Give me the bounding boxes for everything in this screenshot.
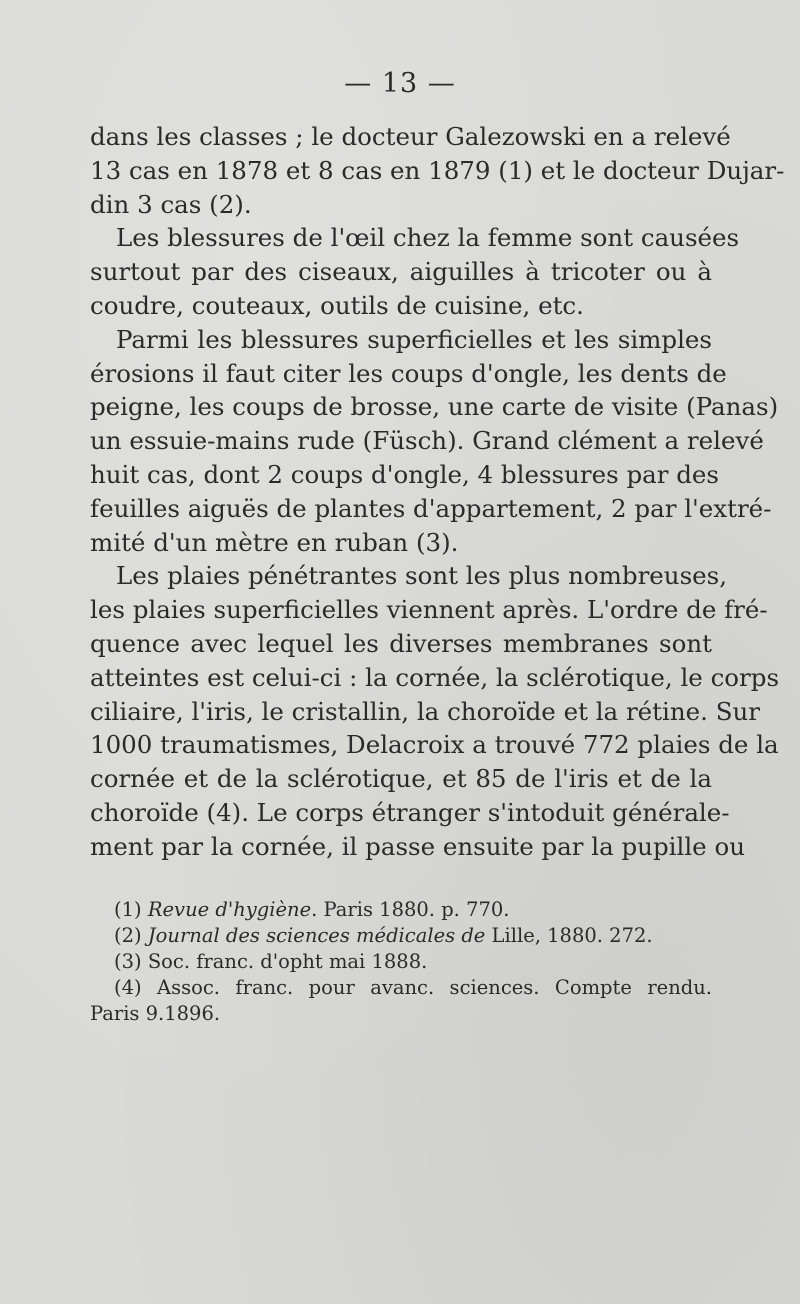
footnote-3: (3) Soc. franc. d'opht mai 1888. — [114, 950, 428, 973]
text-line: un essuie-mains rude (Füsch). Grand clément a relevé — [90, 426, 764, 456]
footnote-mark: (1) — [114, 898, 148, 921]
text-line: din 3 cas (2). — [90, 189, 252, 219]
text-line: quence avec lequel les diverses membranes sont — [90, 628, 712, 658]
text-line: Les plaies pénétrantes sont les plus nombreuses, — [116, 561, 728, 591]
text-line: coudre, couteaux, outils de cuisine, etc. — [90, 290, 584, 320]
text-line: 1000 traumatismes, Delacroix a trouvé 772 plaies de la — [90, 730, 779, 760]
text-line: feuilles aiguës de plantes d'appartement, 2 par l'extré- — [90, 493, 772, 523]
footnote-title: Revue d'hygiène — [147, 898, 312, 921]
text-line: huit cas, dont 2 coups d'ongle, 4 blessures par des — [90, 459, 719, 489]
text-line: choroïde (4). Le corps étranger s'intoduit générale- — [90, 797, 730, 827]
text-line: Parmi les blessures superficielles et les simples — [116, 324, 712, 354]
footnote-4-continued: Paris 9.1896. — [90, 1002, 221, 1025]
text-line: les plaies superficielles viennent après. L'ordre de fré- — [90, 595, 768, 625]
text-line: surtout par des ciseaux, aiguilles à tricoter ou à — [90, 257, 712, 287]
footnote-1 — [90, 897, 712, 923]
text-line: atteintes est celui-ci : la cornée, la sclérotique, le corps — [90, 662, 780, 692]
footnote-mark: (2) — [114, 924, 148, 947]
text-line: 13 cas en 1878 et 8 cas en 1879 (1) et le docteur Dujar- — [90, 155, 785, 185]
footnote-2 — [90, 923, 712, 949]
text-line: peigne, les coups de brosse, une carte de visite (Panas) — [90, 392, 779, 422]
text-line: ment par la cornée, il passe ensuite par la pupille ou — [90, 831, 745, 861]
footnote-4: (4) Assoc. franc. pour avanc. sciences. Compte rendu. — [114, 976, 712, 999]
text-line: dans les classes ; le docteur Galezowski en a relevé — [90, 122, 731, 151]
page-number: — 13 — — [344, 68, 456, 99]
body-text — [90, 120, 785, 864]
footnotes — [90, 897, 712, 1027]
footnote-title: Journal des sciences médicales de — [147, 924, 486, 947]
text-line: ciliaire, l'iris, le cristallin, la choroïde et la rétine. Sur — [90, 696, 760, 726]
text-line: cornée et de la sclérotique, et 85 de l'iris et de la — [90, 764, 712, 794]
text-line: érosions il faut citer les coups d'ongle, les dents de — [90, 358, 727, 388]
footnote-text: . Paris 1880. p. 770. — [311, 898, 510, 921]
text-line: Les blessures de l'œil chez la femme sont causées — [116, 223, 740, 253]
footnote-text: Lille, 1880. 272. — [485, 924, 653, 947]
text-line: mité d'un mètre en ruban (3). — [90, 527, 459, 557]
